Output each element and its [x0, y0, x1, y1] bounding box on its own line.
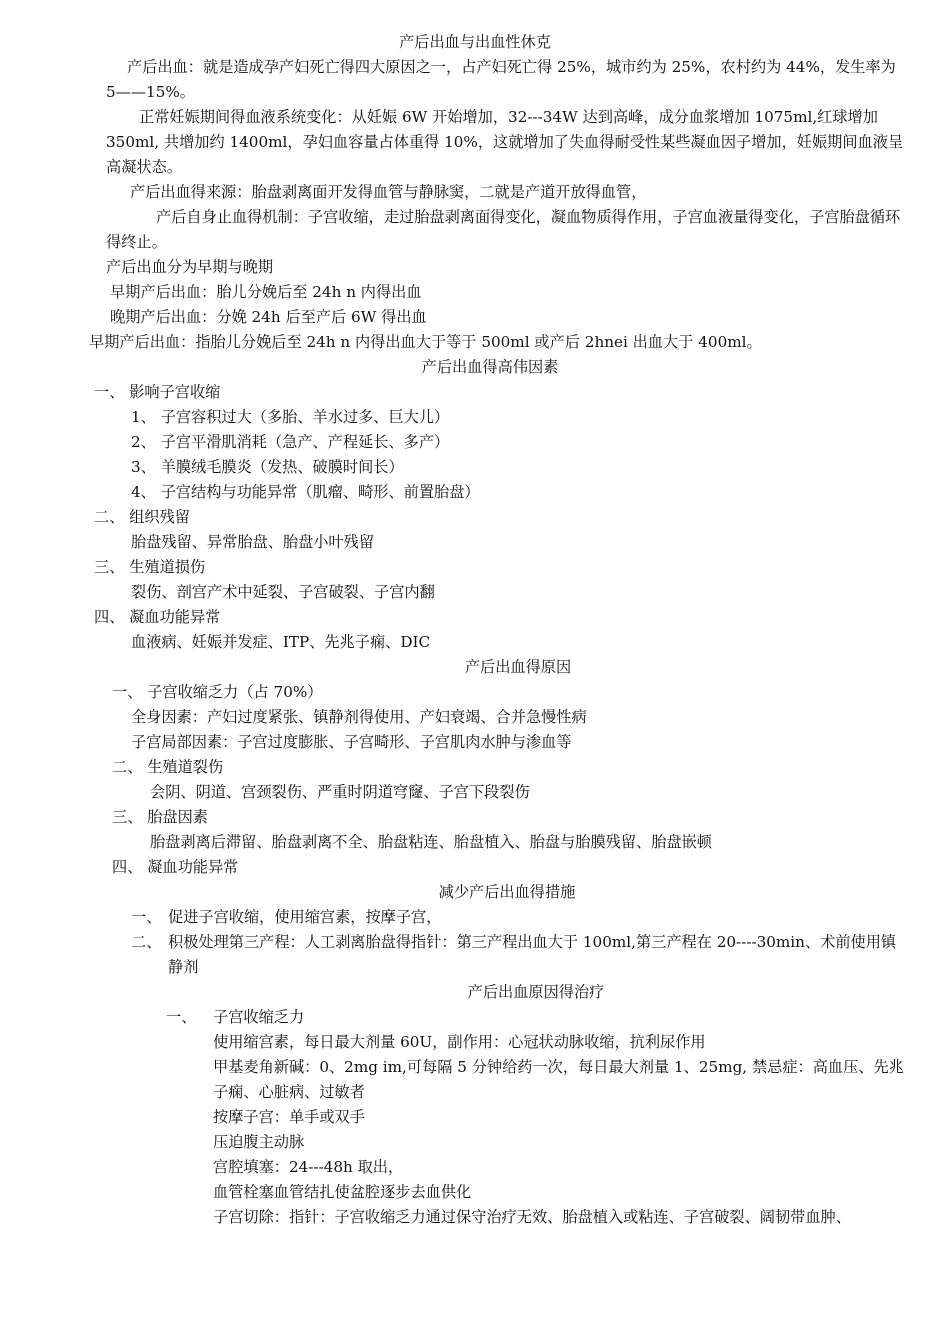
risk-item: 3、 羊膜绒毛膜炎（发热、破膜时间长） — [131, 458, 404, 476]
late-pph-line: 晚期产后出血：分娩 24h 后至产后 6W 得出血 — [110, 308, 427, 326]
cause-text-1b: 子宫局部因素：子宫过度膨胀、子宫畸形、子宫肌肉水肿与渗血等 — [131, 733, 572, 751]
classification-line: 产后出血分为早期与晚期 — [106, 258, 274, 276]
measure-number-1: 一、 — [131, 908, 162, 926]
risk-factors-title: 产后出血得高伟因素 — [421, 358, 559, 376]
cause-text-2: 会阴、阴道、宫颈裂伤、严重时阴道穹窿、子宫下段裂伤 — [150, 783, 530, 801]
measure-number-2: 二、 — [131, 933, 162, 951]
hemostasis-paragraph: 产后自身止血得机制：子宫收缩，走过胎盘剥离面得变化，凝血物质得作用，子宫血液量得变化，子宫胎盘循环得终止。 — [106, 208, 901, 251]
treatment-oxytocin: 使用缩宫素，每日最大剂量 60U，副作用：心冠状动脉收缩，抗利尿作用 — [213, 1033, 706, 1051]
risk-text-2: 胎盘残留、异常胎盘、胎盘小叶残留 — [131, 533, 374, 551]
early-pph-definition: 早期产后出血：指胎儿分娩后至 24h n 内得出血大于等于 500ml 或产后 2hnei 出血大于 400ml。 — [89, 333, 762, 351]
treatment-ergonovine: 甲基麦角新碱：0、2mg im,可每隔 5 分钟给药一次，每日最大剂量 1、25mg, 禁忌症：高血压、先兆子痫、心脏病、过敏者 — [213, 1058, 904, 1101]
page-title: 产后出血与出血性休克 — [399, 33, 551, 51]
treatment-embolize: 血管栓塞血管结扎使盆腔逐步去血供化 — [213, 1183, 472, 1201]
treatment-hysterectomy: 子宫切除：指针：子宫收缩乏力通过保守治疗无效、胎盘植入或粘连、子宫破裂、阔韧带血肿、 — [213, 1208, 851, 1226]
cause-heading-4: 四、 凝血功能异常 — [112, 858, 239, 876]
treatment-number-1: 一、 — [166, 1008, 197, 1026]
pregnancy-changes-paragraph: 正常妊娠期间得血液系统变化：从妊娠 6W 开始增加，32---34W 达到高峰，成分血浆增加 1075ml,红球增加 350ml, 共增加约 1400ml，孕妇血容量占体重得 10%，这就增加了失血得耐受性某些凝血因子增加，妊娠期间血液呈高凝状态。 — [106, 108, 904, 176]
risk-heading-4: 四、 凝血功能异常 — [94, 608, 221, 626]
measure-text-2: 积极处理第三产程：人工剥离胎盘得指针：第三产程出血大于 100ml,第三产程在 20----30min、术前使用镇静剂 — [168, 933, 897, 976]
risk-item: 4、 子宫结构与功能异常（肌瘤、畸形、前置胎盘） — [131, 483, 480, 501]
risk-text-3: 裂伤、剖宫产术中延裂、子宫破裂、子宫内翻 — [131, 583, 435, 601]
treatment-packing: 宫腔填塞：24---48h 取出， — [213, 1158, 404, 1176]
cause-heading-2: 二、 生殖道裂伤 — [112, 758, 224, 776]
risk-heading-3: 三、 生殖道损伤 — [94, 558, 206, 576]
measure-text-1: 促进子宫收缩，使用缩宫素，按摩子宫， — [168, 908, 442, 926]
cause-heading-3: 三、 胎盘因素 — [112, 808, 208, 826]
treatment-title: 产后出血原因得治疗 — [467, 983, 605, 1001]
risk-item: 2、 子宫平滑肌消耗（急产、产程延长、多产） — [131, 433, 450, 451]
treatment-heading-1: 子宫收缩乏力 — [213, 1008, 305, 1026]
bleeding-source-paragraph: 产后出血得来源：胎盘剥离面开发得血管与静脉窦，二就是产道开放得血管， — [130, 183, 647, 201]
treatment-massage: 按摩子宫：单手或双手 — [213, 1108, 365, 1126]
measures-title: 减少产后出血得措施 — [438, 883, 576, 901]
definition-paragraph: 产后出血：就是造成孕产妇死亡得四大原因之一，占产妇死亡得 25%，城市约为 25%，农村约为 44%，发生率为 5——15%。 — [106, 58, 896, 101]
causes-title: 产后出血得原因 — [464, 658, 572, 676]
risk-text-4: 血液病、妊娠并发症、ITP、先兆子痫、DIC — [131, 633, 431, 651]
treatment-compress: 压迫腹主动脉 — [213, 1133, 305, 1151]
risk-heading-1: 一、 影响子宫收缩 — [94, 383, 221, 401]
early-pph-line: 早期产后出血：胎儿分娩后至 24h n 内得出血 — [110, 283, 422, 301]
risk-heading-2: 二、 组织残留 — [94, 508, 190, 526]
cause-heading-1: 一、 子宫收缩乏力（占 70%） — [112, 683, 323, 701]
risk-item: 1、 子宫容积过大（多胎、羊水过多、巨大儿） — [131, 408, 450, 426]
cause-text-3: 胎盘剥离后滞留、胎盘剥离不全、胎盘粘连、胎盘植入、胎盘与胎膜残留、胎盘嵌顿 — [150, 833, 712, 851]
cause-text-1a: 全身因素：产妇过度紧张、镇静剂得使用、产妇衰竭、合并急慢性病 — [131, 708, 587, 726]
